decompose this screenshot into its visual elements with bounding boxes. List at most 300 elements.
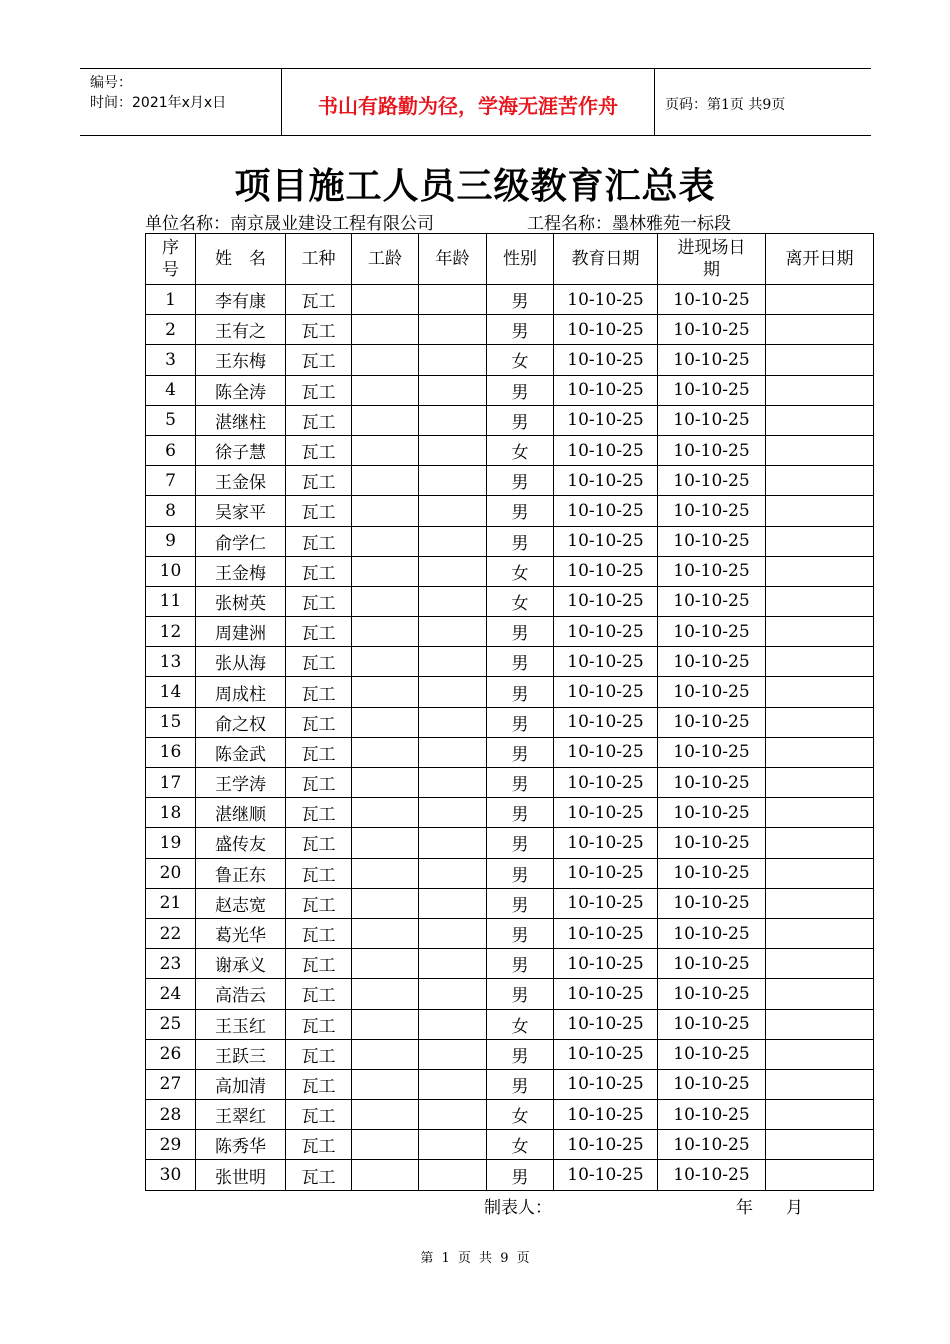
cell-age: [419, 1009, 487, 1039]
cell-leave-date: [766, 466, 874, 496]
cell-name: 张树英: [196, 586, 286, 616]
cell-gender: 男: [487, 496, 554, 526]
cell-seniority: [352, 858, 419, 888]
table-row: [146, 435, 874, 465]
table-row: [146, 707, 874, 737]
education-summary-table: [145, 233, 874, 1191]
cell-trade: 瓦工: [286, 466, 352, 496]
cell-education-date: 10-10-25: [554, 888, 658, 918]
col-header-index: 序号: [146, 234, 196, 285]
cell-name: 张从海: [196, 647, 286, 677]
cell-entry-date: 10-10-25: [658, 1160, 766, 1190]
cell-leave-date: [766, 617, 874, 647]
cell-leave-date: [766, 586, 874, 616]
cell-leave-date: [766, 918, 874, 948]
cell-index: 2: [146, 315, 196, 345]
cell-name: 俞之权: [196, 707, 286, 737]
cell-age: [419, 1069, 487, 1099]
cell-name: 王东梅: [196, 345, 286, 375]
cell-name: 俞学仁: [196, 526, 286, 556]
cell-index: 7: [146, 466, 196, 496]
cell-age: [419, 858, 487, 888]
cell-entry-date: 10-10-25: [658, 949, 766, 979]
cell-index: 25: [146, 1009, 196, 1039]
header-meta: [80, 69, 282, 135]
table-row: [146, 1130, 874, 1160]
table-row: [146, 345, 874, 375]
cell-trade: 瓦工: [286, 435, 352, 465]
cell-entry-date: 10-10-25: [658, 737, 766, 767]
page-label: 页码：第1页 共9页: [665, 97, 786, 113]
cell-education-date: 10-10-25: [554, 1100, 658, 1130]
cell-seniority: [352, 617, 419, 647]
table-row: [146, 617, 874, 647]
cell-name: 王玉红: [196, 1009, 286, 1039]
cell-leave-date: [766, 315, 874, 345]
cell-seniority: [352, 1039, 419, 1069]
cell-trade: 瓦工: [286, 737, 352, 767]
col-header-education-date: 教育日期: [554, 234, 658, 285]
cell-leave-date: [766, 828, 874, 858]
cell-leave-date: [766, 405, 874, 435]
cell-leave-date: [766, 888, 874, 918]
table-row: [146, 647, 874, 677]
cell-gender: 男: [487, 1039, 554, 1069]
year-label: 年: [736, 1198, 753, 1218]
cell-index: 22: [146, 918, 196, 948]
cell-index: 3: [146, 345, 196, 375]
table-header-row: [146, 234, 874, 285]
cell-gender: 男: [487, 375, 554, 405]
cell-entry-date: 10-10-25: [658, 647, 766, 677]
table-row: [146, 858, 874, 888]
cell-trade: 瓦工: [286, 979, 352, 1009]
cell-index: 26: [146, 1039, 196, 1069]
cell-trade: 瓦工: [286, 858, 352, 888]
cell-age: [419, 707, 487, 737]
cell-leave-date: [766, 949, 874, 979]
cell-index: 15: [146, 707, 196, 737]
cell-entry-date: 10-10-25: [658, 768, 766, 798]
cell-entry-date: 10-10-25: [658, 586, 766, 616]
table-row: [146, 1039, 874, 1069]
cell-leave-date: [766, 556, 874, 586]
cell-gender: 男: [487, 526, 554, 556]
col-header-entry-date: 进现场日期: [658, 234, 766, 285]
cell-education-date: 10-10-25: [554, 405, 658, 435]
cell-gender: 女: [487, 556, 554, 586]
table-row: [146, 798, 874, 828]
cell-index: 11: [146, 586, 196, 616]
cell-age: [419, 1100, 487, 1130]
cell-leave-date: [766, 798, 874, 828]
cell-seniority: [352, 737, 419, 767]
cell-seniority: [352, 1009, 419, 1039]
table-row: [146, 405, 874, 435]
cell-gender: 女: [487, 1009, 554, 1039]
cell-entry-date: 10-10-25: [658, 466, 766, 496]
cell-age: [419, 526, 487, 556]
cell-seniority: [352, 315, 419, 345]
cell-trade: 瓦工: [286, 707, 352, 737]
cell-entry-date: 10-10-25: [658, 1039, 766, 1069]
cell-index: 10: [146, 556, 196, 586]
cell-education-date: 10-10-25: [554, 1009, 658, 1039]
cell-age: [419, 888, 487, 918]
unit-name: 单位名称：南京晟业建设工程有限公司: [145, 214, 434, 234]
cell-age: [419, 586, 487, 616]
cell-name: 李有康: [196, 285, 286, 315]
cell-index: 27: [146, 1069, 196, 1099]
cell-entry-date: 10-10-25: [658, 375, 766, 405]
table-row: [146, 828, 874, 858]
cell-age: [419, 918, 487, 948]
table-row: [146, 586, 874, 616]
cell-name: 王有之: [196, 315, 286, 345]
cell-index: 1: [146, 285, 196, 315]
cell-gender: 男: [487, 858, 554, 888]
cell-entry-date: 10-10-25: [658, 285, 766, 315]
cell-name: 张世明: [196, 1160, 286, 1190]
cell-trade: 瓦工: [286, 798, 352, 828]
cell-gender: 男: [487, 405, 554, 435]
cell-entry-date: 10-10-25: [658, 556, 766, 586]
cell-index: 5: [146, 405, 196, 435]
cell-name: 湛继顺: [196, 798, 286, 828]
cell-leave-date: [766, 858, 874, 888]
table-row: [146, 1069, 874, 1099]
cell-age: [419, 285, 487, 315]
cell-leave-date: [766, 647, 874, 677]
cell-index: 18: [146, 798, 196, 828]
cell-education-date: 10-10-25: [554, 496, 658, 526]
cell-leave-date: [766, 435, 874, 465]
cell-gender: 男: [487, 949, 554, 979]
cell-education-date: 10-10-25: [554, 828, 658, 858]
cell-education-date: 10-10-25: [554, 617, 658, 647]
cell-leave-date: [766, 707, 874, 737]
cell-entry-date: 10-10-25: [658, 979, 766, 1009]
table-row: [146, 737, 874, 767]
cell-leave-date: [766, 496, 874, 526]
cell-entry-date: 10-10-25: [658, 677, 766, 707]
cell-education-date: 10-10-25: [554, 315, 658, 345]
cell-age: [419, 556, 487, 586]
cell-gender: 女: [487, 1100, 554, 1130]
cell-education-date: 10-10-25: [554, 737, 658, 767]
cell-index: 16: [146, 737, 196, 767]
cell-index: 4: [146, 375, 196, 405]
cell-seniority: [352, 496, 419, 526]
cell-name: 徐子慧: [196, 435, 286, 465]
cell-trade: 瓦工: [286, 345, 352, 375]
cell-seniority: [352, 798, 419, 828]
cell-name: 盛传友: [196, 828, 286, 858]
motto: 书山有路勤为径，学海无涯苦作舟: [282, 69, 655, 135]
cell-gender: 男: [487, 888, 554, 918]
cell-trade: 瓦工: [286, 1009, 352, 1039]
cell-name: 周建洲: [196, 617, 286, 647]
cell-entry-date: 10-10-25: [658, 828, 766, 858]
cell-education-date: 10-10-25: [554, 1039, 658, 1069]
cell-age: [419, 466, 487, 496]
cell-leave-date: [766, 1009, 874, 1039]
cell-entry-date: 10-10-25: [658, 798, 766, 828]
cell-age: [419, 1039, 487, 1069]
cell-index: 8: [146, 496, 196, 526]
cell-leave-date: [766, 768, 874, 798]
cell-gender: 男: [487, 285, 554, 315]
cell-gender: 男: [487, 918, 554, 948]
cell-leave-date: [766, 345, 874, 375]
cell-leave-date: [766, 1100, 874, 1130]
cell-leave-date: [766, 285, 874, 315]
cell-leave-date: [766, 677, 874, 707]
cell-index: 29: [146, 1130, 196, 1160]
cell-age: [419, 737, 487, 767]
cell-name: 王学涛: [196, 768, 286, 798]
cell-age: [419, 315, 487, 345]
cell-seniority: [352, 918, 419, 948]
cell-name: 王跃三: [196, 1039, 286, 1069]
cell-trade: 瓦工: [286, 768, 352, 798]
cell-entry-date: 10-10-25: [658, 526, 766, 556]
cell-name: 鲁正东: [196, 858, 286, 888]
cell-age: [419, 677, 487, 707]
cell-education-date: 10-10-25: [554, 858, 658, 888]
cell-education-date: 10-10-25: [554, 918, 658, 948]
cell-seniority: [352, 1160, 419, 1190]
cell-entry-date: 10-10-25: [658, 315, 766, 345]
cell-trade: 瓦工: [286, 405, 352, 435]
cell-age: [419, 979, 487, 1009]
cell-entry-date: 10-10-25: [658, 1069, 766, 1099]
cell-age: [419, 798, 487, 828]
cell-age: [419, 647, 487, 677]
cell-seniority: [352, 979, 419, 1009]
cell-leave-date: [766, 375, 874, 405]
cell-education-date: 10-10-25: [554, 798, 658, 828]
cell-name: 陈全涛: [196, 375, 286, 405]
cell-trade: 瓦工: [286, 1160, 352, 1190]
cell-trade: 瓦工: [286, 556, 352, 586]
cell-leave-date: [766, 1039, 874, 1069]
table-row: [146, 918, 874, 948]
cell-gender: 男: [487, 647, 554, 677]
cell-seniority: [352, 677, 419, 707]
cell-name: 湛继柱: [196, 405, 286, 435]
document-title: 项目施工人员三级教育汇总表: [234, 166, 716, 207]
col-header-seniority: 工龄: [352, 234, 419, 285]
cell-trade: 瓦工: [286, 949, 352, 979]
cell-leave-date: [766, 526, 874, 556]
cell-trade: 瓦工: [286, 315, 352, 345]
cell-trade: 瓦工: [286, 285, 352, 315]
cell-age: [419, 617, 487, 647]
cell-education-date: 10-10-25: [554, 345, 658, 375]
cell-education-date: 10-10-25: [554, 526, 658, 556]
cell-index: 19: [146, 828, 196, 858]
cell-leave-date: [766, 979, 874, 1009]
cell-education-date: 10-10-25: [554, 285, 658, 315]
cell-education-date: 10-10-25: [554, 556, 658, 586]
table-row: [146, 979, 874, 1009]
cell-seniority: [352, 1100, 419, 1130]
cell-gender: 女: [487, 1130, 554, 1160]
cell-seniority: [352, 1130, 419, 1160]
cell-name: 王翠红: [196, 1100, 286, 1130]
page-footer: 第 1 页 共 9 页: [420, 1251, 530, 1266]
table-row: [146, 526, 874, 556]
cell-entry-date: 10-10-25: [658, 617, 766, 647]
col-header-trade: 工种: [286, 234, 352, 285]
cell-education-date: 10-10-25: [554, 768, 658, 798]
cell-name: 高加清: [196, 1069, 286, 1099]
cell-gender: 男: [487, 707, 554, 737]
cell-seniority: [352, 435, 419, 465]
cell-seniority: [352, 526, 419, 556]
cell-seniority: [352, 556, 419, 586]
cell-education-date: 10-10-25: [554, 466, 658, 496]
cell-leave-date: [766, 1130, 874, 1160]
cell-seniority: [352, 647, 419, 677]
cell-trade: 瓦工: [286, 526, 352, 556]
cell-index: 12: [146, 617, 196, 647]
cell-age: [419, 768, 487, 798]
cell-gender: 女: [487, 586, 554, 616]
cell-education-date: 10-10-25: [554, 1069, 658, 1099]
cell-name: 王金保: [196, 466, 286, 496]
cell-trade: 瓦工: [286, 1069, 352, 1099]
cell-gender: 男: [487, 979, 554, 1009]
cell-name: 谢承义: [196, 949, 286, 979]
cell-age: [419, 375, 487, 405]
cell-name: 高浩云: [196, 979, 286, 1009]
table-row: [146, 949, 874, 979]
cell-name: 陈秀华: [196, 1130, 286, 1160]
time-label: 时间：2021年x月x日: [90, 95, 227, 111]
cell-gender: 女: [487, 435, 554, 465]
cell-index: 30: [146, 1160, 196, 1190]
cell-seniority: [352, 285, 419, 315]
cell-entry-date: 10-10-25: [658, 1100, 766, 1130]
cell-leave-date: [766, 1160, 874, 1190]
cell-age: [419, 405, 487, 435]
cell-education-date: 10-10-25: [554, 979, 658, 1009]
project-name: 工程名称：墨林雅苑一标段: [527, 214, 731, 234]
cell-entry-date: 10-10-25: [658, 345, 766, 375]
cell-education-date: 10-10-25: [554, 435, 658, 465]
cell-index: 24: [146, 979, 196, 1009]
cell-gender: 男: [487, 737, 554, 767]
cell-name: 赵志宽: [196, 888, 286, 918]
cell-seniority: [352, 345, 419, 375]
cell-seniority: [352, 828, 419, 858]
number-label: 编号：: [90, 75, 132, 91]
cell-trade: 瓦工: [286, 1130, 352, 1160]
col-header-leave-date: 离开日期: [766, 234, 874, 285]
cell-trade: 瓦工: [286, 647, 352, 677]
cell-education-date: 10-10-25: [554, 707, 658, 737]
cell-education-date: 10-10-25: [554, 1160, 658, 1190]
cell-name: 王金梅: [196, 556, 286, 586]
cell-gender: 男: [487, 466, 554, 496]
cell-name: 周成柱: [196, 677, 286, 707]
cell-trade: 瓦工: [286, 918, 352, 948]
cell-entry-date: 10-10-25: [658, 496, 766, 526]
cell-gender: 男: [487, 617, 554, 647]
cell-age: [419, 828, 487, 858]
cell-index: 20: [146, 858, 196, 888]
cell-age: [419, 1160, 487, 1190]
table-row: [146, 768, 874, 798]
cell-trade: 瓦工: [286, 496, 352, 526]
cell-trade: 瓦工: [286, 828, 352, 858]
cell-name: 陈金武: [196, 737, 286, 767]
month-label: 月: [786, 1198, 803, 1218]
cell-seniority: [352, 1069, 419, 1099]
cell-name: 吴家平: [196, 496, 286, 526]
cell-seniority: [352, 375, 419, 405]
cell-age: [419, 345, 487, 375]
table-row: [146, 285, 874, 315]
cell-seniority: [352, 888, 419, 918]
cell-name: 葛光华: [196, 918, 286, 948]
cell-entry-date: 10-10-25: [658, 858, 766, 888]
cell-education-date: 10-10-25: [554, 375, 658, 405]
cell-age: [419, 435, 487, 465]
cell-education-date: 10-10-25: [554, 1130, 658, 1160]
cell-gender: 男: [487, 1160, 554, 1190]
cell-trade: 瓦工: [286, 586, 352, 616]
cell-entry-date: 10-10-25: [658, 1009, 766, 1039]
cell-trade: 瓦工: [286, 888, 352, 918]
cell-seniority: [352, 586, 419, 616]
cell-age: [419, 496, 487, 526]
cell-education-date: 10-10-25: [554, 647, 658, 677]
table-row: [146, 556, 874, 586]
cell-seniority: [352, 466, 419, 496]
cell-seniority: [352, 707, 419, 737]
cell-index: 9: [146, 526, 196, 556]
cell-gender: 男: [487, 315, 554, 345]
table-row: [146, 1100, 874, 1130]
cell-leave-date: [766, 737, 874, 767]
table-row: [146, 375, 874, 405]
table-row: [146, 315, 874, 345]
cell-index: 14: [146, 677, 196, 707]
cell-entry-date: 10-10-25: [658, 918, 766, 948]
cell-leave-date: [766, 1069, 874, 1099]
cell-seniority: [352, 949, 419, 979]
cell-entry-date: 10-10-25: [658, 888, 766, 918]
cell-gender: 男: [487, 1069, 554, 1099]
cell-index: 23: [146, 949, 196, 979]
cell-index: 28: [146, 1100, 196, 1130]
cell-index: 6: [146, 435, 196, 465]
table-row: [146, 1009, 874, 1039]
cell-trade: 瓦工: [286, 677, 352, 707]
cell-age: [419, 949, 487, 979]
table-row: [146, 466, 874, 496]
col-header-age: 年龄: [419, 234, 487, 285]
cell-seniority: [352, 768, 419, 798]
cell-index: 17: [146, 768, 196, 798]
cell-gender: 男: [487, 798, 554, 828]
maker-label: 制表人：: [484, 1198, 552, 1218]
cell-gender: 男: [487, 828, 554, 858]
cell-gender: 女: [487, 345, 554, 375]
